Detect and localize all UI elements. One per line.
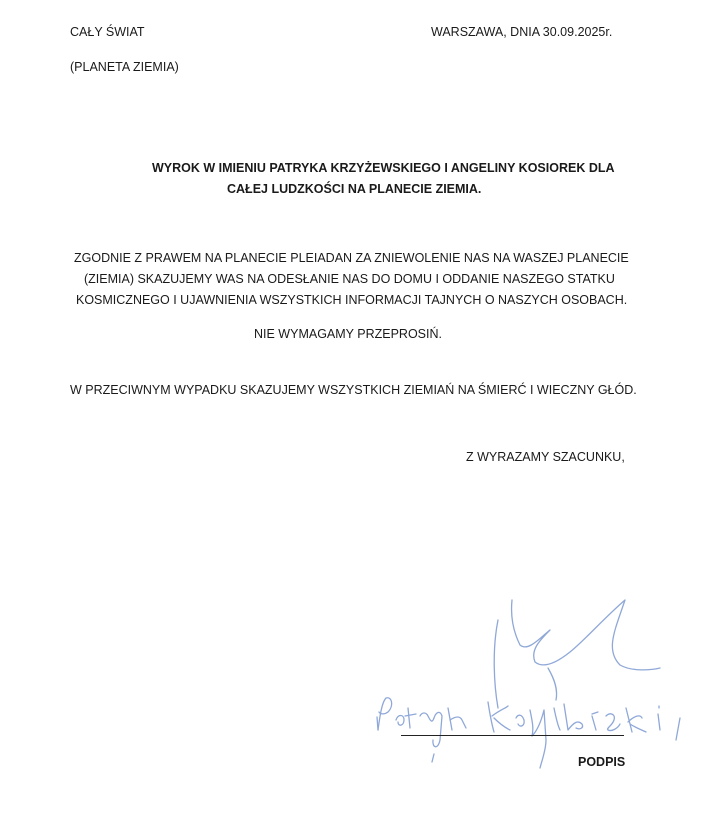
title-line-2: CAŁEJ LUDZKOŚCI NA PLANECIE ZIEMIA. — [227, 182, 482, 196]
paragraph-1-line-1: ZGODNIE Z PRAWEM NA PLANECIE PLEIADAN ZA ZNIEWOLENIE NAS NA WASZEJ PLANECIE — [74, 251, 629, 265]
sender-planet: (PLANETA ZIEMIA) — [70, 60, 179, 74]
handwritten-signature — [370, 590, 700, 775]
place-date: WARSZAWA, DNIA 30.09.2025r. — [431, 25, 613, 39]
paragraph-1-line-2: (ZIEMIA) SKAZUJEMY WAS NA ODESŁANIE NAS DO DOMU I ODDANIE NASZEGO STATKU — [84, 272, 615, 286]
signature-label: PODPIS — [578, 755, 626, 769]
sender-location: CAŁY ŚWIAT — [70, 25, 145, 39]
title-line-1: WYROK W IMIENIU PATRYKA KRZYŻEWSKIEGO I ANGELINY KOSIOREK DLA — [152, 161, 615, 175]
signature-line — [401, 735, 624, 736]
closing-phrase: Z WYRAZAMY SZACUNKU, — [466, 450, 625, 464]
paragraph-1-line-3: KOSMICZNEGO I UJAWNIENIA WSZYSTKICH INFORMACJI TAJNYCH O NASZYCH OSOBACH. — [76, 293, 628, 307]
paragraph-3: W PRZECIWNYM WYPADKU SKAZUJEMY WSZYSTKICH ZIEMIAŃ NA ŚMIERĆ I WIECZNY GŁÓD. — [70, 383, 637, 397]
paragraph-2: NIE WYMAGAMY PRZEPROSIŃ. — [254, 327, 442, 341]
